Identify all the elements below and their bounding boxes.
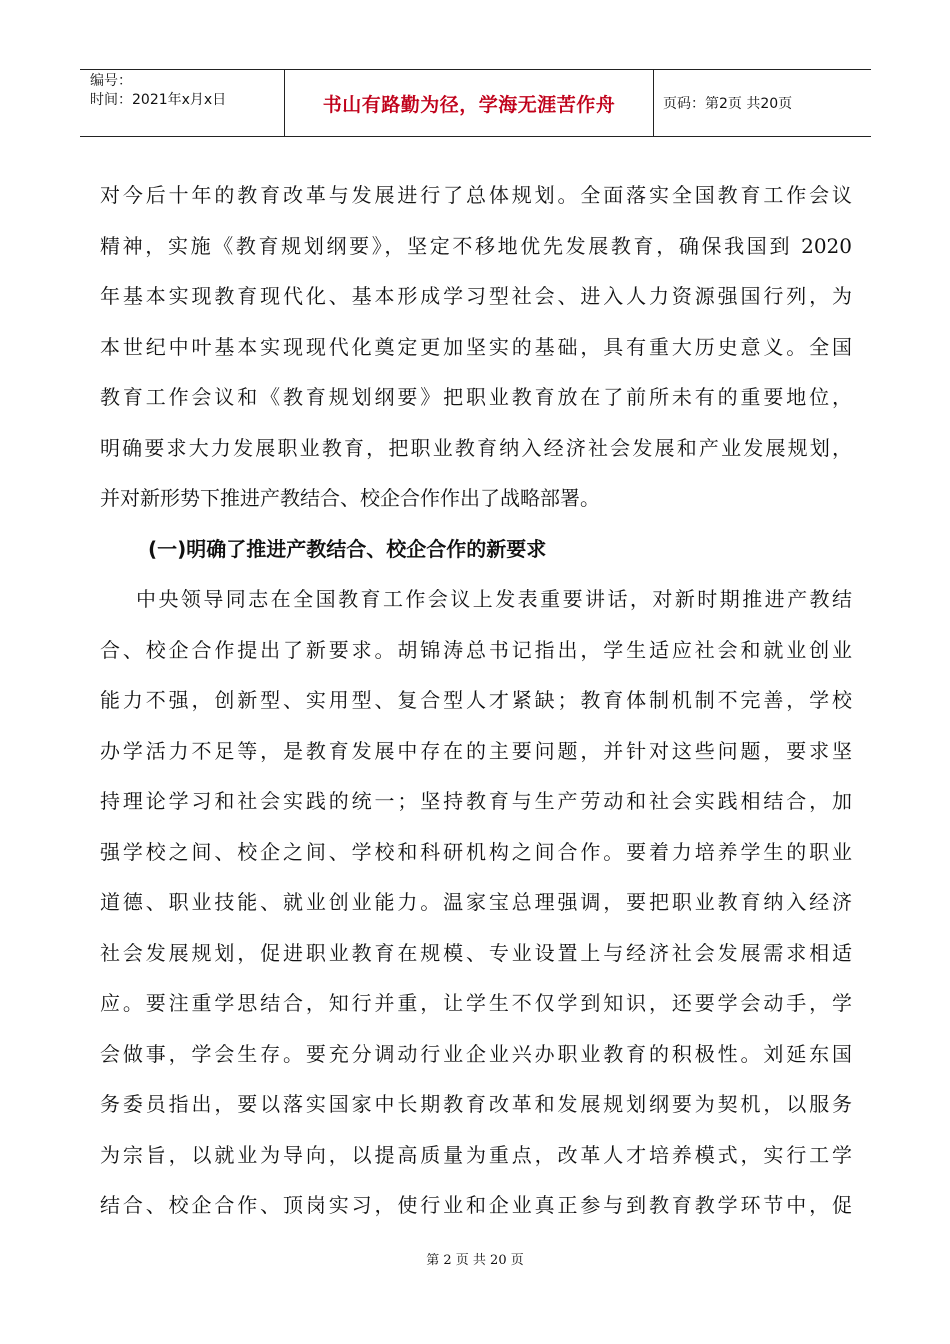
body-line: 本世纪中叶基本实现现代化奠定更加坚实的基础，具有重大历史意义。全国 bbox=[100, 334, 852, 359]
body-line: 并对新形势下推进产教结合、校企合作作出了战略部署。 bbox=[100, 486, 600, 510]
page-footer: 第 2 页 共 20 页 bbox=[426, 1253, 524, 1268]
body-line: 务委员指出，要以落实国家中长期教育改革和发展规划纲要为契机，以服务 bbox=[100, 1092, 852, 1116]
header-divider bbox=[653, 70, 654, 136]
header-motto: 书山有路勤为径，学海无涯苦作舟 bbox=[322, 93, 616, 116]
body-line: 教育工作会议和《教育规划纲要》把职业教育放在了前所未有的重要地位， bbox=[100, 385, 852, 409]
document-date: 时间：2021年x月x日 bbox=[90, 92, 227, 108]
document-number-label: 编号： bbox=[90, 73, 132, 89]
body-line: 为宗旨，以就业为导向，以提高质量为重点，改革人才培养模式，实行工学 bbox=[100, 1142, 852, 1167]
header-left bbox=[90, 72, 284, 110]
body-line: 办学活力不足等，是教育发展中存在的主要问题，并针对这些问题，要求坚 bbox=[100, 738, 852, 763]
document-body bbox=[100, 170, 852, 1231]
header-divider bbox=[284, 70, 285, 136]
body-line: 持理论学习和社会实践的统一；坚持教育与生产劳动和社会实践相结合，加 bbox=[100, 789, 852, 813]
body-line: 社会发展规划，促进职业教育在规模、专业设置上与经济社会发展需求相适 bbox=[100, 940, 852, 965]
body-line: 精神，实施《教育规划纲要》，坚定不移地优先发展教育，确保我国到 2020 bbox=[100, 233, 852, 258]
body-line: 明确要求大力发展职业教育，把职业教育纳入经济社会发展和产业发展规划， bbox=[100, 435, 852, 460]
page-header bbox=[80, 69, 871, 137]
body-line: 道德、职业技能、就业创业能力。温家宝总理强调，要把职业教育纳入经济 bbox=[100, 890, 852, 914]
body-line: 强学校之间、校企之间、学校和科研机构之间合作。要着力培养学生的职业 bbox=[100, 839, 852, 864]
body-line: 应。要注重学思结合，知行并重，让学生不仅学到知识，还要学会动手，学 bbox=[100, 991, 852, 1015]
body-line: 能力不强，创新型、实用型、复合型人才紧缺；教育体制机制不完善，学校 bbox=[100, 688, 852, 712]
body-line: 年基本实现教育现代化、基本形成学习型社会、进入人力资源强国行列，为 bbox=[100, 284, 852, 308]
body-line: 会做事，学会生存。要充分调动行业企业兴办职业教育的积极性。刘延东国 bbox=[100, 1041, 852, 1066]
header-page-info: 页码：第2页 共20页 bbox=[663, 96, 793, 112]
body-line: 对今后十年的教育改革与发展进行了总体规划。全面落实全国教育工作会议 bbox=[100, 183, 852, 207]
section-heading: (一)明确了推进产教结合、校企合作的新要求 bbox=[148, 536, 547, 561]
body-line: 合、校企合作提出了新要求。胡锦涛总书记指出，学生适应社会和就业创业 bbox=[100, 637, 852, 662]
body-line: 结合、校企合作、顶岗实习，使行业和企业真正参与到教育教学环节中，促 bbox=[100, 1193, 852, 1217]
body-line: 中央领导同志在全国教育工作会议上发表重要讲话，对新时期推进产教结 bbox=[136, 587, 852, 611]
